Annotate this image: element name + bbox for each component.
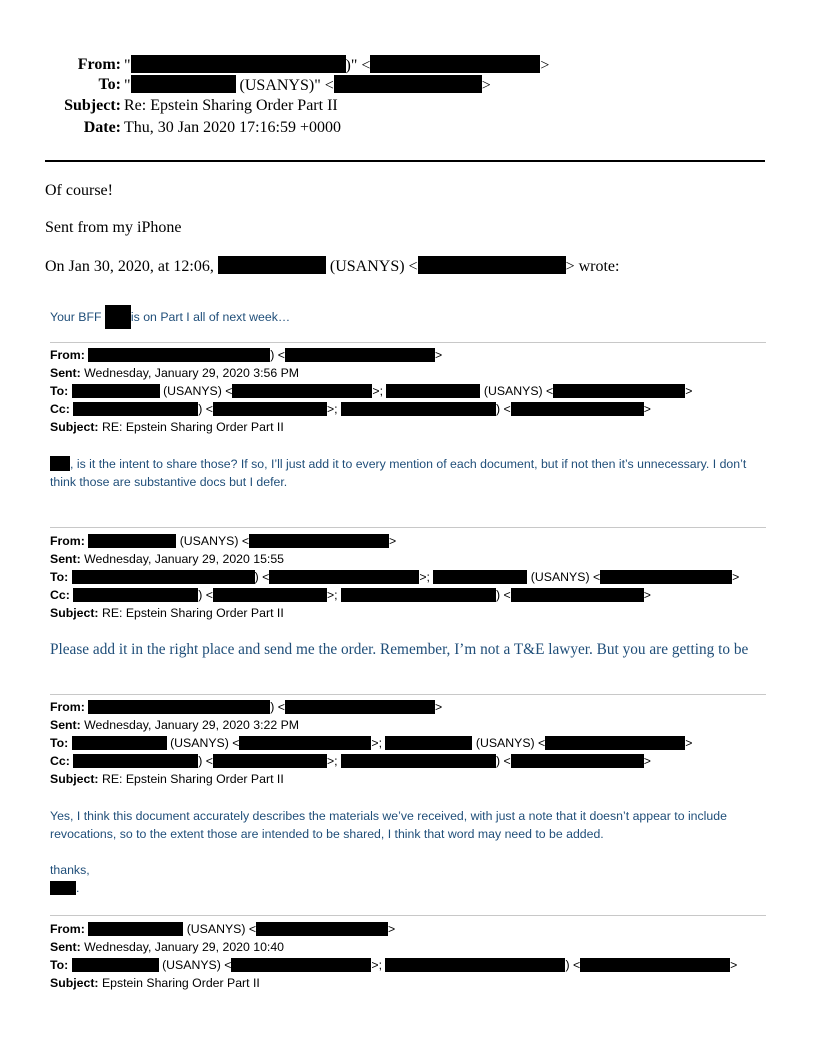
text: ) < [565,958,581,972]
quote-intro-suffix: > wrote: [565,258,620,275]
text: (USANYS) < [170,736,240,750]
quote-intro [45,256,619,276]
to-value-mid: (USANYS)" < [239,77,334,94]
msg1-from [50,346,442,364]
text: ) < [495,588,511,602]
redaction [232,384,372,398]
redaction [269,570,419,584]
redaction [256,922,388,936]
text: (USANYS) < [163,384,233,398]
message-separator [50,342,766,343]
redaction [285,700,435,714]
subject-value: Epstein Sharing Order Part II [101,976,260,990]
cc-label: Cc: [50,588,70,602]
redaction [213,754,327,768]
to-label: To: [98,76,121,93]
redaction [341,754,496,768]
msg4-subject [50,974,260,992]
bff-prefix: Your BFF [50,310,102,324]
redaction [72,736,167,750]
msg3-signoff [50,879,79,897]
message-separator [50,694,766,695]
from-label: From: [77,56,121,73]
date-value: Thu, 30 Jan 2020 17:16:59 +0000 [124,119,342,136]
redaction [88,534,176,548]
sent-label: Sent: [50,718,81,732]
text: > [685,736,693,750]
redaction [88,700,270,714]
msg3-closing: thanks, [50,863,90,877]
redaction [231,958,371,972]
redaction [72,384,160,398]
from-label: From: [50,922,85,936]
sent-value: Wednesday, January 29, 2020 15:55 [84,552,285,566]
text: > [643,588,651,602]
from-label: From: [50,700,85,714]
text: ) < [270,348,285,362]
text: > [434,348,443,362]
message-separator [50,915,766,916]
redaction [545,736,685,750]
text: >; [372,384,384,398]
from-value-prefix: " [124,57,131,74]
redaction [553,384,685,398]
text: >; [326,754,338,768]
date-label: Date: [83,119,121,136]
reply-line-2: Sent from my iPhone [45,219,182,236]
text: (USANYS) < [530,570,601,584]
redaction [511,754,644,768]
to-value-suffix: > [481,77,491,94]
subject-value: RE: Epstein Sharing Order Part II [101,772,284,786]
message-separator [50,527,766,528]
msg3-body: Yes, I think this document accurately describes the materials we’ve received, with just a note that it doesn’t appear to include revocations, so to the extent those are intended to be shared, I think that word may need to be added. [50,809,727,841]
redaction [72,958,159,972]
text: >; [326,402,338,416]
text: ) < [495,402,511,416]
redaction [285,348,435,362]
text: > [685,384,693,398]
redaction [385,736,472,750]
redaction [600,570,732,584]
msg1-sent [50,364,299,382]
redaction [88,348,270,362]
msg2-cc [50,586,651,604]
msg1-body [50,455,766,491]
text: (USANYS) < [186,922,257,936]
redaction [386,384,480,398]
subject-label: Subject: [50,976,99,990]
msg2-sent [50,550,284,568]
text: ) < [198,754,213,768]
redaction [249,534,389,548]
bff-suffix: is on Part I all of next week… [130,310,291,324]
sent-label: Sent: [50,366,81,380]
redaction [213,402,327,416]
redaction [334,75,482,93]
sent-label: Sent: [50,940,81,954]
from-label: From: [50,348,85,362]
msg2-subject [50,604,284,622]
text: ) < [270,700,285,714]
text: (USANYS) < [162,958,232,972]
from-value-suffix: > [540,57,550,74]
sent-value: Wednesday, January 29, 2020 3:56 PM [84,366,300,380]
msg3-sent [50,716,299,734]
text: (USANYS) < [483,384,554,398]
redaction [72,570,255,584]
reply-line-1: Of course! [45,182,113,199]
to-value-prefix: " [124,77,131,94]
redaction [385,958,565,972]
subject-label: Subject: [50,420,99,434]
subject-label: Subject: [50,606,99,620]
text: ) < [254,570,270,584]
msg4-to [50,956,737,974]
text: >; [371,958,383,972]
subject-value: RE: Epstein Sharing Order Part II [101,606,284,620]
text: >; [326,588,338,602]
signoff-suffix: . [76,881,80,895]
text: ) < [198,402,213,416]
redaction [511,402,644,416]
msg3-to [50,734,692,752]
message-body-text: , is it the intent to share those? If so, I’ll just add it to every mention of each document, but if not then it’s unnecessary. I don’t think those are substantive docs but I defer. [50,457,747,489]
redaction [131,75,236,93]
to-label: To: [50,958,69,972]
msg3-from [50,698,442,716]
msg1-to [50,382,692,400]
text: > [388,922,396,936]
text: > [732,570,740,584]
redaction [511,588,644,602]
redaction [50,456,70,471]
redaction [105,305,131,329]
subject-value: RE: Epstein Sharing Order Part II [101,420,284,434]
text: ) < [198,588,213,602]
msg2-to [50,568,739,586]
msg2-body: Please add it in the right place and send me the order. Remember, I’m not a T&E lawyer. But you are getting to be [50,641,749,658]
msg2-from [50,532,396,550]
text: > [643,754,651,768]
text: ) < [495,754,511,768]
text: (USANYS) < [475,736,546,750]
redaction [73,754,198,768]
msg4-sent [50,938,284,956]
msg3-subject [50,770,284,788]
text: > [730,958,738,972]
msg1-subject [50,418,284,436]
to-label: To: [50,570,69,584]
quote-intro-prefix: On Jan 30, 2020, at 12:06, [45,258,214,275]
to-label: To: [50,736,69,750]
text: (USANYS) < [179,534,250,548]
redaction [239,736,371,750]
redaction [88,922,183,936]
redaction [213,588,327,602]
from-label: From: [50,534,85,548]
redaction [73,588,198,602]
sent-value: Wednesday, January 29, 2020 3:22 PM [84,718,300,732]
msg3-cc [50,752,651,770]
sent-label: Sent: [50,552,81,566]
msg4-from [50,920,395,938]
to-label: To: [50,384,69,398]
text: >; [371,736,383,750]
redaction [218,256,326,274]
redaction [418,256,566,274]
header-divider [45,160,765,162]
text: > [643,402,651,416]
redaction [50,881,76,895]
redaction [73,402,198,416]
text: > [389,534,397,548]
redaction [131,55,346,73]
sent-value: Wednesday, January 29, 2020 10:40 [84,940,285,954]
bff-line [50,305,290,329]
redaction [433,570,527,584]
quote-intro-mid: (USANYS) < [329,258,418,275]
redaction [370,55,540,73]
redaction [341,402,496,416]
redaction [580,958,730,972]
msg1-cc [50,400,651,418]
subject-label: Subject: [50,772,99,786]
subject-label: Subject: [64,97,121,114]
cc-label: Cc: [50,754,70,768]
text: >; [419,570,430,584]
redaction [341,588,496,602]
text: > [434,700,443,714]
subject-value: Re: Epstein Sharing Order Part II [124,97,338,114]
cc-label: Cc: [50,402,70,416]
from-value-mid: )" < [345,57,371,74]
